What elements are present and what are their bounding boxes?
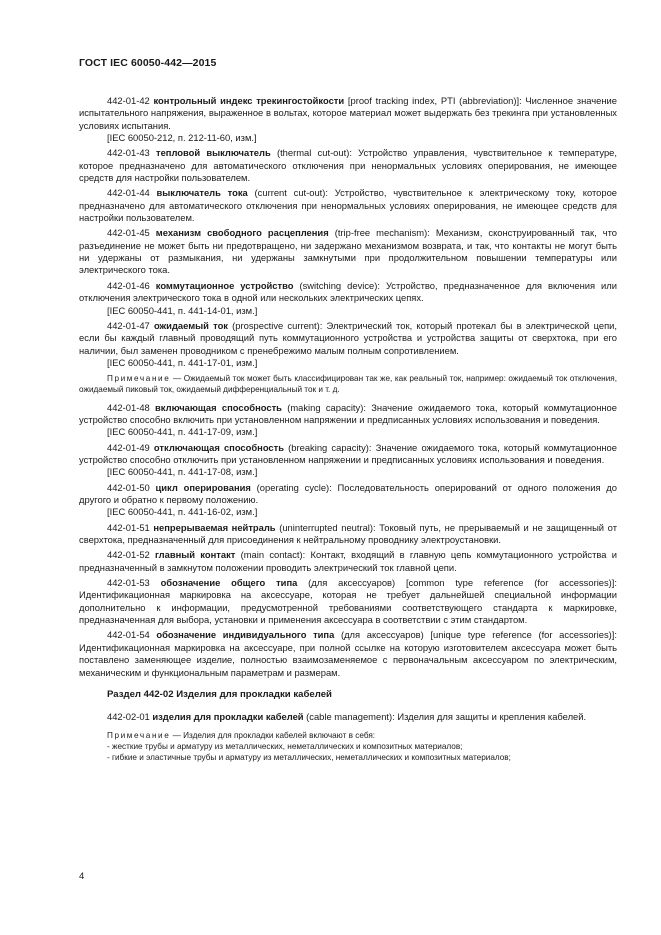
term-definition: (thermal cut-out): Устройство управления, чувствительное к температуре, которое предназначено для автоматического отключения при ненормальных условиях оперирования, не имеющее средств для настройки пользователем. [79,147,618,184]
term-entry [79,95,617,132]
term-entry [79,522,617,547]
term-entry [79,442,617,467]
term-entry [79,577,617,626]
term-name: тепловой выключатель [155,147,271,159]
term-definition: (cable management): Изделия для защиты и крепления кабелей. [303,711,587,723]
term-name: отключающая способность [153,441,284,453]
term-reference: [IEC 60050-441, п. 441-16-02, изм.] [107,506,258,518]
term-entry [79,629,617,678]
term-definition: (making capacity): Значение ожидаемого тока, который коммутационное устройство способно включить при установленном напряжении и предписанных условиях использования и поведения. [79,401,617,425]
term-definition: (uninterrupted neutral): Токовый путь, не прерываемый и не защищенный от сверхтока, предназначенный для присоединения к нейтральному проводнику электроустановки. [79,521,617,546]
note-list-item: - жесткие трубы и арматуру из металлических, неметаллических и композитных материалов; [107,741,463,751]
term-number: 442-01-42 [107,95,150,106]
term-entry [79,320,617,357]
term-entry [79,711,617,723]
term-definition: (switching device): Устройство, предназначенное для включения или отключения электрического тока в одной или нескольких электрических цепях. [79,279,617,304]
term-entry [79,187,617,224]
section-heading: Раздел 442-02 Изделия для прокладки кабелей [107,688,332,700]
term-number: 442-01-46 [107,279,150,291]
term-name: включающая способность [155,401,282,413]
term-definition: (breaking capacity): Значение ожидаемого тока, который коммутационное устройство способно отключить при установленном напряжении и предписанных условиях использования и поведения. [79,441,617,465]
term-name: коммутационное устройство [155,279,294,291]
term-number: 442-01-47 [107,319,150,331]
term-definition: (для аксессуаров) [unique type reference (for accessories)]: Идентификационная маркировка на аксессуаре, при полной ссылке на которую изготовителем аксессуара может быть поставлено заменяющее изделие, полностью взаимозаменяемое с первоначальным аксессуаром по электрическим, механическим и функциональным параметрам и размерам. [79,629,617,678]
term-name: обозначение общего типа [160,577,298,589]
term-definition: (main contact): Контакт, входящий в главную цепь коммутационного устройства и предназначенный в замкнутом положении проводить электрический ток главной цепи. [79,549,617,573]
terms-group-2 [79,402,617,679]
term-number: 442-01-45 [107,227,150,239]
note-1 [79,373,617,395]
term-definition: (trip-free mechanism): Механизм, сконструированный так, что разъединение не может быть ни предотвращено, ни задержано механизмом возврата, и так, что контакты не могут быть ни удержаны от размыкания, ни удержаны замкнутыми при продолжительном повышении температуры или электрического тока. [79,227,617,276]
term-definition: (operating cycle): Последовательность оперирований от одного положения до другого и обратно к первому положению. [79,481,617,506]
term-number: 442-01-52 [107,549,150,561]
term-definition: (для аксессуаров) [common type reference (for accessories)]: Идентификационная маркировка на аксессуаре, которая не требует дальнейшей специальной информации дополнительно к информации, предусмотренной требованиями соответствующего стандарта к маркировке, предназначенная для выбора, установки и применения аксессуара в соответствии с этим стандартом. [79,577,618,626]
term-name: цикл оперирования [155,481,251,493]
note-label: Примечание [107,374,171,384]
term-number: 442-01-50 [107,481,150,493]
term-name: обозначение индивидуального типа [156,629,335,641]
note-text: Изделия для прокладки кабелей включают в себя: [183,730,376,740]
term-reference: [IEC 60050-441, п. 441-17-01, изм.] [107,356,258,368]
term-number: 442-01-43 [107,147,150,159]
document-header: ГОСТ IEC 60050-442—2015 [79,57,217,69]
term-number: 442-01-53 [107,577,150,589]
term-name: непрерываемая нейтраль [153,521,276,533]
term-reference: [IEC 60050-441, п. 441-17-09, изм.] [107,426,258,438]
term-number: 442-01-51 [107,521,150,533]
term-name: главный контакт [155,549,236,561]
note-dash: — [170,730,184,740]
term-name: выключатель тока [156,187,248,199]
term-reference: [IEC 60050-212, п. 212-11-60, изм.] [107,132,257,144]
note-label: Примечание [107,730,171,740]
term-name: контрольный индекс трекингостойкости [153,95,345,106]
term-entry [79,482,617,507]
term-name: изделия для прокладки кабелей [152,711,304,723]
term-entry [79,549,617,574]
note-dash: — [170,374,184,384]
term-number: 442-01-54 [107,629,150,641]
term-number: 442-02-01 [107,711,150,723]
term-name: механизм свободного расцепления [155,227,329,239]
term-number: 442-01-48 [107,401,150,413]
term-definition: (current cut-out): Устройство, чувствительное к электрическому току, которое предназначено для автоматического отключения при ненормальных условиях оперирования, не имеющее средств для настройки пользователем. [79,187,617,224]
terms-group-1 [79,95,617,369]
term-entry [79,227,617,276]
note-2 [79,730,617,764]
term-reference: [IEC 60050-441, п. 441-17-08, изм.] [107,466,258,478]
term-entry [79,147,617,184]
page-number: 4 [79,871,85,882]
document-body [79,92,617,763]
term-reference: [IEC 60050-441, п. 441-14-01, изм.] [107,304,258,316]
term-entry [79,280,617,305]
note-list-item: - гибкие и эластичные трубы и арматуру из металлических, неметаллических и композитных материалов; [107,752,511,762]
term-definition: (prospective current): Электрический ток, который протекал бы в электрической цепи, если бы каждый главный проводящий путь коммутационного устройства и устройства защиты от сверхтока, при его наличии, был заменен проводником с пренебрежимо малым полным сопротивлением. [79,319,617,356]
term-number: 442-01-44 [107,187,150,199]
note-text: Ожидаемый ток может быть классифицирован так же, как реальный ток, например: ожидаемый ток отключения, ожидаемый пиковый ток, ожидаемый дифференциальный ток и т. д. [79,374,617,395]
term-definition: [proof tracking index, PTI (abbreviation)]: Численное значение испытательного напряжения, выраженное в вольтах, которое материал может выдержать без трекинга при установленных условиях испытания. [79,95,618,131]
term-entry [79,402,617,427]
term-number: 442-01-49 [107,441,150,453]
term-name: ожидаемый ток [153,319,228,331]
